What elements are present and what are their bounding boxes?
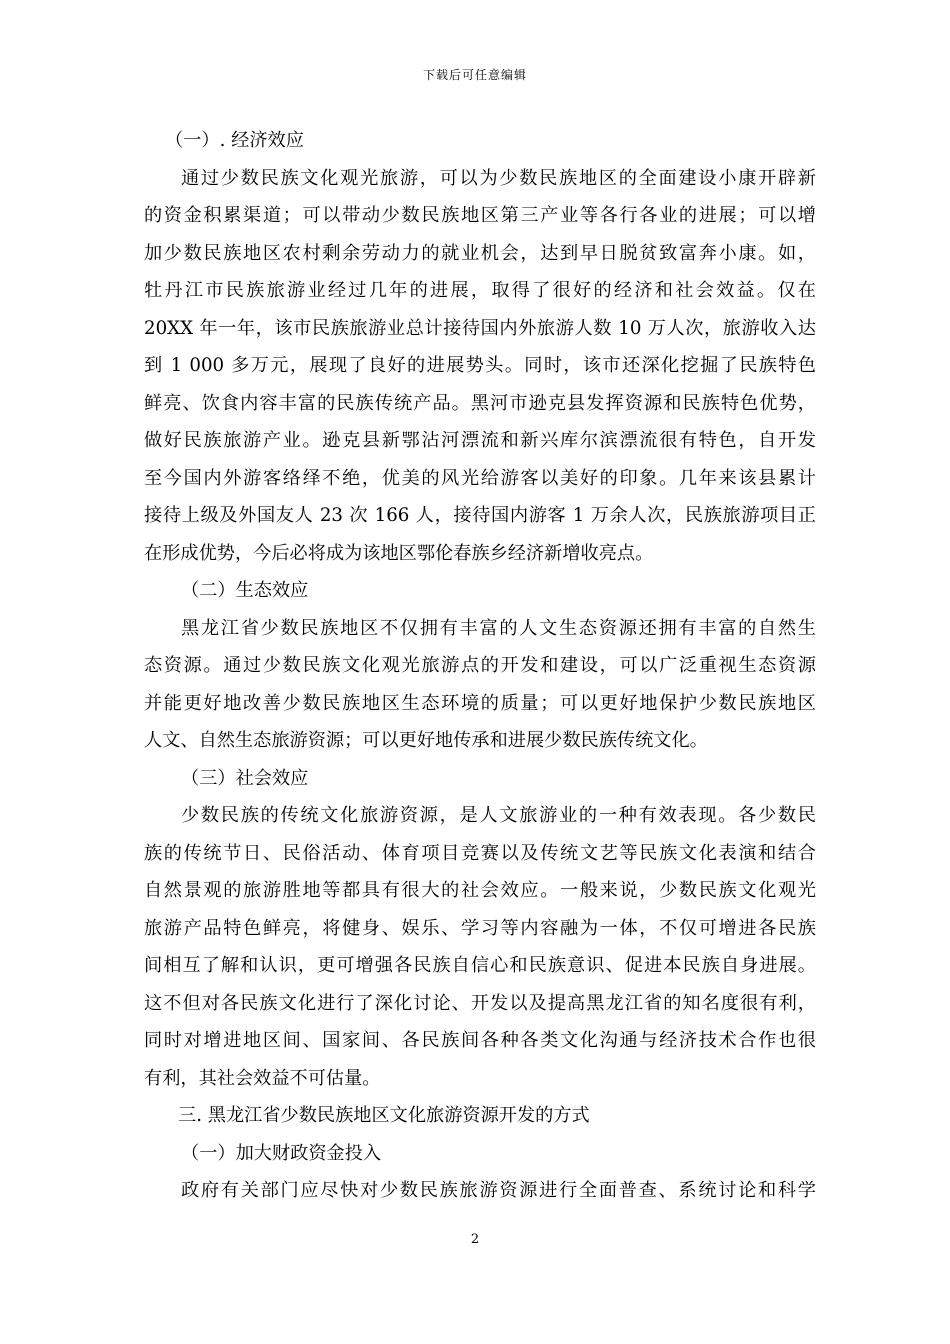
paragraph-line: 黑龙江省少数民族地区不仅拥有丰富的人文生态资源还拥有丰富的自然生 xyxy=(181,617,816,639)
document-body xyxy=(144,122,816,1210)
subheading-economic-effect: （一）. 经济效应 xyxy=(165,130,304,151)
page-number: 2 xyxy=(470,1232,480,1247)
paragraph-line: 人文、自然生态旅游资源；可以更好地传承和进展少数民族传统文化。 xyxy=(144,730,708,751)
paragraph-line: 鲜亮、饮食内容丰富的民族传统产品。黑河市逊克县发挥资源和民族特色优势， xyxy=(144,392,816,414)
paragraph-line: 通过少数民族文化观光旅游，可以为少数民族地区的全面建设小康开辟新 xyxy=(181,167,816,189)
paragraph-line: 做好民族旅游产业。逊克县新鄂沾河漂流和新兴库尔滨漂流很有特色，自开发 xyxy=(144,430,816,451)
paragraph-line: 同时对增进地区间、国家间、各民族间各种各类文化沟通与经济技术合作也很 xyxy=(144,1030,816,1051)
paragraph-line: 族的传统节日、民俗活动、体育项目竞赛以及传统文艺等民族文化表演和结合 xyxy=(144,842,816,864)
subheading-social-effect: （三）社会效应 xyxy=(181,767,309,789)
subheading-increase-funding: （一）加大财政资金投入 xyxy=(181,1142,382,1164)
subheading-ecological-effect: （二）生态效应 xyxy=(181,580,309,601)
paragraph-line: 有利，其社会效益不可估量。 xyxy=(144,1067,381,1089)
page-header: 下载后可任意编辑 xyxy=(422,68,527,82)
paragraph-line: 并能更好地改善少数民族地区生态环境的质量；可以更好地保护少数民族地区 xyxy=(144,692,816,714)
paragraph-line: 自然景观的旅游胜地等都具有很大的社会效应。一般来说，少数民族文化观光 xyxy=(144,880,816,901)
paragraph-line: 牡丹江市民族旅游业经过几年的进展，取得了很好的经济和社会效益。仅在 xyxy=(144,280,816,301)
section-heading-development-methods: 三. 黑龙江省少数民族地区文化旅游资源开发的方式 xyxy=(178,1105,590,1126)
paragraph-line: 的资金积累渠道；可以带动少数民族地区第三产业等各行各业的进展；可以增 xyxy=(144,205,816,226)
paragraph-line: 少数民族的传统文化旅游资源，是人文旅游业的一种有效表现。各少数民 xyxy=(181,805,816,826)
paragraph-line: 到 1 000 多万元，展现了良好的进展势头。同时，该市还深化挖掘了民族特色 xyxy=(144,355,816,376)
paragraph-line: 旅游产品特色鲜亮，将健身、娱乐、学习等内容融为一体，不仅可增进各民族 xyxy=(144,917,816,939)
paragraph-line: 这不但对各民族文化进行了深化讨论、开发以及提高黑龙江省的知名度很有利， xyxy=(144,992,816,1014)
paragraph-line: 态资源。通过少数民族文化观光旅游点的开发和建设，可以广泛重视生态资源 xyxy=(144,655,816,676)
paragraph-line: 接待上级及外国友人 23 次 166 人，接待国内游客 1 万余人次，民族旅游项目正 xyxy=(144,505,816,526)
paragraph-line: 加少数民族地区农村剩余劳动力的就业机会，达到早日脱贫致富奔小康。如， xyxy=(144,242,816,264)
paragraph-line: 政府有关部门应尽快对少数民族旅游资源进行全面普查、系统讨论和科学 xyxy=(181,1180,816,1201)
paragraph-line: 在形成优势，今后必将成为该地区鄂伦春族乡经济新增收亮点。 xyxy=(144,542,654,564)
paragraph-line: 20XX 年一年，该市民族旅游业总计接待国内外旅游人数 10 万人次，旅游收入达 xyxy=(144,317,816,339)
paragraph-line: 至今国内外游客络绎不绝，优美的风光给游客以美好的印象。几年来该县累计 xyxy=(144,467,816,489)
paragraph-line: 间相互了解和认识，更可增强各民族自信心和民族意识、促进本民族自身进展。 xyxy=(144,955,816,976)
